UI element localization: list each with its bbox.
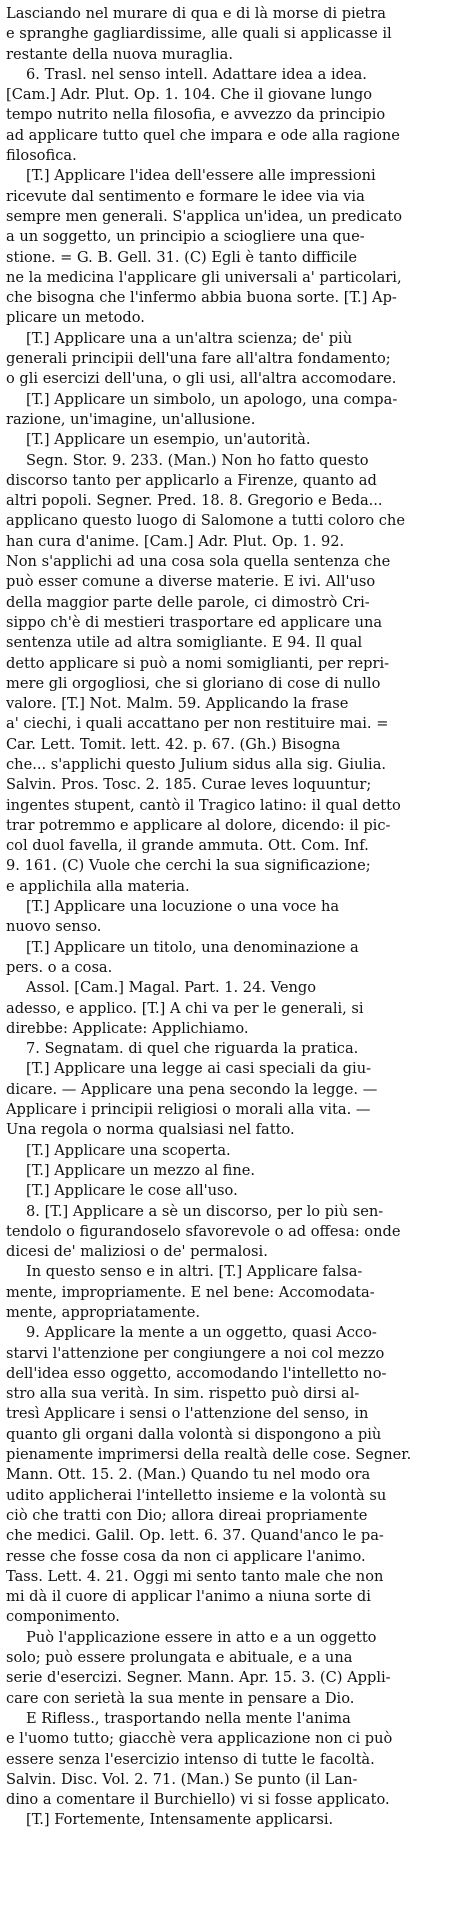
text-line: Tass. Lett. 4. 21. Oggi mi sento tanto male che non bbox=[6, 1567, 384, 1585]
text-line: generali principii dell'una fare all'altra fondamento; bbox=[6, 350, 391, 368]
text-line: 6. Trasl. nel senso intell. Adattare idea a idea. bbox=[26, 65, 367, 83]
text-line: solo; può essere prolungata e abituale, e a una bbox=[6, 1649, 353, 1667]
text-line: quanto gli organi dalla volontà si dispongono a più bbox=[6, 1425, 382, 1443]
text-line: [T.] Applicare un simbolo, un apologo, una compa- bbox=[26, 390, 398, 408]
text-line: mente, impropriamente. E nel bene: Accomodata- bbox=[6, 1283, 375, 1301]
text-line: care con serietà la sua mente in pensare a Dio. bbox=[6, 1689, 355, 1707]
text-line: valore. [T.] Not. Malm. 59. Applicando la frase bbox=[6, 695, 349, 713]
text-line: Car. Lett. Tomit. lett. 42. p. 67. (Gh.) Bisogna bbox=[6, 735, 341, 753]
text-line: filosofica. bbox=[6, 147, 77, 165]
text-line: plicare un metodo. bbox=[6, 309, 145, 327]
text-line: dino a comentare il Burchiello) vi si fosse applicato. bbox=[6, 1791, 390, 1809]
text-line: sentenza utile ad altra somigliante. E 94. Il qual bbox=[6, 634, 363, 652]
text-line: sippo ch'è di mestieri trasportare ed applicare una bbox=[6, 613, 383, 631]
text-line: ingentes stupent, cantò il Tragico latino: il qual detto bbox=[6, 796, 401, 814]
text-line: e l'uomo tutto; giacchè vera applicazione non ci può bbox=[6, 1730, 393, 1748]
text-line: nuovo senso. bbox=[6, 918, 102, 936]
text-line: serie d'esercizi. Segner. Mann. Apr. 15. 3. (C) Appli- bbox=[6, 1669, 391, 1687]
text-line: Salvin. Pros. Tosc. 2. 185. Curae leves loquuntur; bbox=[6, 776, 372, 794]
text-line: dicesi de' maliziosi o de' permalosi. bbox=[6, 1243, 268, 1261]
text-line: razione, un'imagine, un'allusione. bbox=[6, 410, 256, 428]
text-line: Lasciando nel murare di qua e di là morse di pietra bbox=[6, 5, 386, 22]
text-line: Una regola o norma qualsiasi nel fatto. bbox=[6, 1121, 295, 1139]
text-line: o gli esercizi dell'una, o gli usi, all'altra accomodare. bbox=[6, 370, 397, 388]
text-line: altri popoli. Segner. Pred. 18. 8. Gregorio e Beda... bbox=[6, 492, 383, 510]
text-line: applicano questo luogo di Salomone a tutti coloro che bbox=[6, 512, 405, 530]
text-line: adesso, e applico. [T.] A chi va per le generali, si bbox=[6, 999, 364, 1017]
text-line: ricevute dal sentimento e formare le idee via via bbox=[6, 187, 365, 205]
text-line: [T.] Applicare un titolo, una denominazione a bbox=[26, 938, 359, 956]
text-line: [T.] Applicare un esempio, un'autorità. bbox=[26, 431, 311, 449]
text-line: ad applicare tutto quel che impara e ode alla ragione bbox=[6, 126, 400, 144]
text-line: direbbe: Applicate: Applichiamo. bbox=[6, 1019, 249, 1037]
entry-text-column bbox=[6, 4, 463, 1831]
text-line: [T.] Applicare una locuzione o una voce ha bbox=[26, 898, 340, 916]
text-line: detto applicare si può a nomi somiglianti, per repri- bbox=[6, 654, 390, 672]
text-line: mente, appropriatamente. bbox=[6, 1304, 201, 1321]
text-line: 7. Segnatam. di quel che riguarda la pratica. bbox=[26, 1040, 359, 1058]
text-line: Può l'applicazione essere in atto e a un oggetto bbox=[26, 1628, 377, 1646]
text-line: stro alla sua verità. In sim. rispetto può dirsi al- bbox=[6, 1385, 360, 1403]
text-line: e applichila alla materia. bbox=[6, 877, 190, 895]
text-line: che... s'applichi questo Julium sidus alla sig. Giulia. bbox=[6, 755, 387, 773]
text-line: starvi l'attenzione per congiungere a noi col mezzo bbox=[6, 1344, 385, 1362]
text-line: In questo senso e in altri. [T.] Applicare falsa- bbox=[26, 1263, 363, 1281]
text-line: e spranghe gagliardissime, alle quali si applicasse il bbox=[6, 25, 392, 43]
text-line: 8. [T.] Applicare a sè un discorso, per lo più sen- bbox=[26, 1202, 384, 1220]
text-line: discorso tanto per applicarlo a Firenze, quanto ad bbox=[6, 471, 377, 489]
text-line: Mann. Ott. 15. 2. (Man.) Quando tu nel modo ora bbox=[6, 1466, 371, 1484]
text-line: Assol. [Cam.] Magal. Part. 1. 24. Vengo bbox=[26, 979, 317, 997]
text-line: [T.] Fortemente, Intensamente applicarsi. bbox=[26, 1811, 334, 1829]
text-line: dell'idea esso oggetto, accomodando l'intelletto no- bbox=[6, 1364, 387, 1382]
text-line: Segn. Stor. 9. 233. (Man.) Non ho fatto questo bbox=[26, 451, 369, 469]
text-line: ciò che tratti con Dio; allora direai propriamente bbox=[6, 1506, 368, 1524]
text-line: che medici. Galil. Op. lett. 6. 37. Quand'anco le pa- bbox=[6, 1527, 384, 1545]
text-line: stione. = G. B. Gell. 31. (C) Egli è tanto difficile bbox=[6, 248, 358, 266]
text-line: a' ciechi, i quali accattano per non restituire mai. = bbox=[6, 715, 389, 733]
text-line: [T.] Applicare le cose all'uso. bbox=[26, 1182, 238, 1200]
text-line: 9. Applicare la mente a un oggetto, quasi Acco- bbox=[26, 1324, 377, 1342]
text-line: componimento. bbox=[6, 1608, 120, 1626]
text-line: restante della nuova muraglia. bbox=[6, 45, 233, 63]
text-line: col duol favella, il grande ammuta. Ott. Com. Inf. bbox=[6, 837, 369, 855]
text-line: 9. 161. (C) Vuole che cerchi la sua significazione; bbox=[6, 857, 371, 875]
text-line: dicare. — Applicare una pena secondo la legge. — bbox=[6, 1080, 378, 1098]
text-line: pers. o a cosa. bbox=[6, 958, 113, 976]
text-line: sempre men generali. S'applica un'idea, un predicato bbox=[6, 207, 402, 225]
text-line: resse che fosse cosa da non ci applicare l'animo. bbox=[6, 1547, 366, 1565]
text-line: Applicare i principii religiosi o morali alla vita. — bbox=[6, 1101, 371, 1119]
text-line: [T.] Applicare una scoperta. bbox=[26, 1141, 231, 1159]
text-line: [Cam.] Adr. Plut. Op. 1. 104. Che il giovane lungo bbox=[6, 86, 373, 104]
text-line: che bisogna che l'infermo abbia buona sorte. [T.] Ap- bbox=[6, 289, 397, 307]
text-line: [T.] Applicare una legge ai casi speciali da giu- bbox=[26, 1060, 372, 1078]
text-line: tempo nutrito nella filosofia, e avvezzo da principio bbox=[6, 106, 386, 124]
text-line: può esser comune a diverse materie. E ivi. All'uso bbox=[6, 573, 376, 591]
text-line: [T.] Applicare una a un'altra scienza; de' più bbox=[26, 329, 353, 347]
text-line: udito applicherai l'intelletto insieme e la volontà su bbox=[6, 1486, 387, 1504]
text-line: han cura d'anime. [Cam.] Adr. Plut. Op. 1. 92. bbox=[6, 532, 345, 550]
text-line: Non s'applichi ad una cosa sola quella sentenza che bbox=[6, 553, 391, 571]
text-line: trar potremmo e applicare al dolore, dicendo: il pic- bbox=[6, 816, 391, 834]
text-line: E Rifless., trasportando nella mente l'anima bbox=[26, 1709, 351, 1727]
text-line: mere gli orgogliosi, che si gloriano di cose di nullo bbox=[6, 674, 381, 692]
text-line: tresì Applicare i sensi o l'attenzione del senso, in bbox=[6, 1405, 369, 1423]
text-line: ne la medicina l'applicare gli universali a' particolari, bbox=[6, 268, 402, 286]
text-line: della maggior parte delle parole, ci dimostrò Cri- bbox=[6, 593, 370, 611]
text-line: pienamente imprimersi della realtà delle cose. Segner. bbox=[6, 1446, 412, 1464]
text-line: [T.] Applicare l'idea dell'essere alle impressioni bbox=[26, 167, 376, 185]
text-line: a un soggetto, un principio a sciogliere una que- bbox=[6, 228, 365, 246]
text-line: Salvin. Disc. Vol. 2. 71. (Man.) Se punto (il Lan- bbox=[6, 1770, 358, 1788]
text-line: [T.] Applicare un mezzo al fine. bbox=[26, 1161, 256, 1179]
text-line: tendolo o figurandoselo sfavorevole o ad offesa: onde bbox=[6, 1222, 401, 1240]
text-line: mi dà il cuore di applicar l'animo a niuna sorte di bbox=[6, 1588, 371, 1606]
text-line: essere senza l'esercizio intenso di tutte le facoltà. bbox=[6, 1750, 375, 1768]
